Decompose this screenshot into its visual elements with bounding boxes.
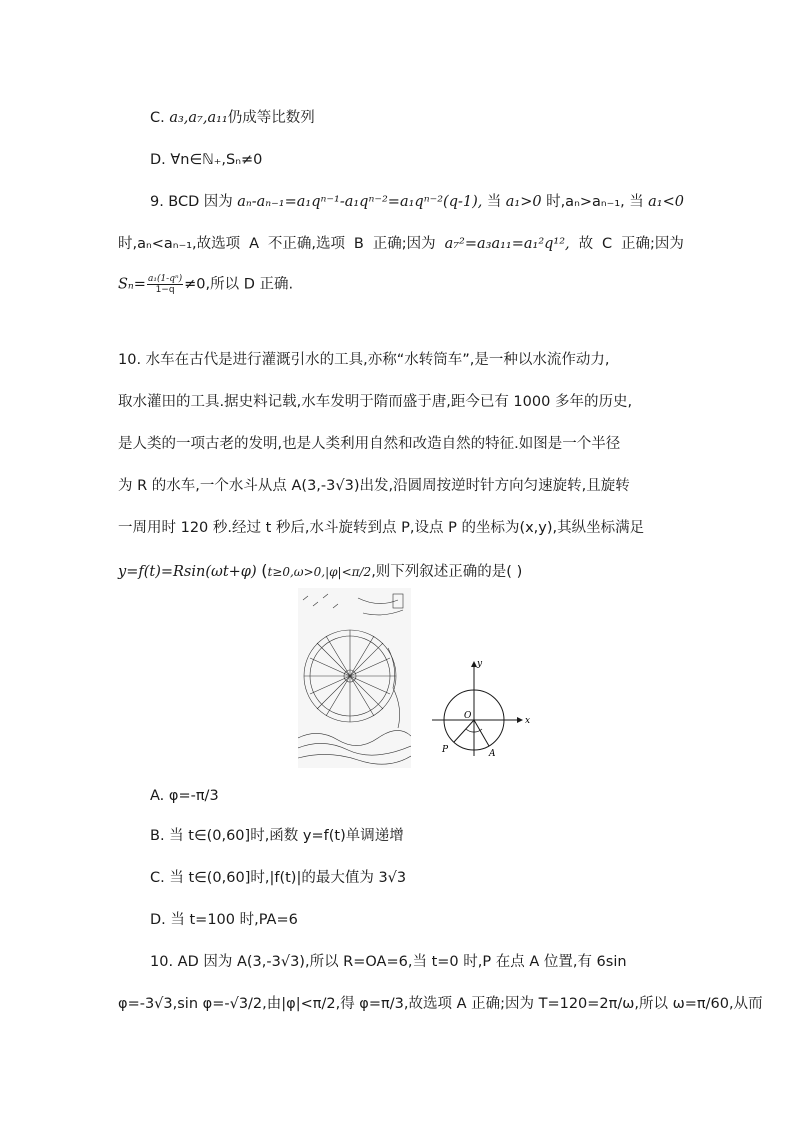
- q10-option-a: A. φ=-π/3: [150, 788, 219, 804]
- q10-option-d: D. 当 t=100 时,PA=6: [150, 912, 298, 928]
- question-10-line-5: 一周用时 120 秒.经过 t 秒后,水斗旋转到点 P,设点 P 的坐标为(x,y),其纵坐标满足: [118, 520, 645, 536]
- answer-9-line-3: Sₙ= $\frac{\text{a₁(1-qⁿ)}}{1-q}$ ≠0,所以 D 正确.: [118, 274, 294, 295]
- origin-label: O: [464, 711, 472, 721]
- sum-fraction: $\frac{\text{a₁(1-qⁿ)}}{1-q}$: [147, 274, 183, 295]
- answer-9-line-2: 时,aₙ<aₙ₋₁,故选项 A 不正确,选项 B 正确;因为 a₇²=a₃a₁₁=a₁²q¹², 故 C 正确;因为: [118, 236, 684, 252]
- question-10-line-3: 是人类的一项古老的发明,也是人类利用自然和改造自然的特征.如图是一个半径: [118, 436, 621, 452]
- point-p-label: P: [442, 745, 449, 755]
- q8-option-c: C. a₃,a₇,a₁₁仍成等比数列: [150, 110, 315, 126]
- axis-x-label: x: [525, 716, 531, 726]
- answer-10-line-2: φ=-3√3,sin φ=-√3/2,由|φ|<π/2,得 φ=π/3,故选项 A 正确;因为 T=120=2π/ω,所以 ω=π/60,从而: [118, 996, 763, 1012]
- q10-option-c: C. 当 t∈(0,60]时,|f(t)|的最大值为 3√3: [150, 870, 407, 886]
- question-10-line-2: 取水灌田的工具.据史料记载,水车发明于隋而盛于唐,距今已有 1000 多年的历史,: [118, 394, 633, 410]
- question-10-line-6: y=f(t)=Rsin(ωt+φ) (t≥0,ω>0,|φ|<π/2,则下列叙述正确的是( ): [118, 561, 523, 580]
- unit-circle-diagram: [430, 656, 534, 760]
- segment-oa: [474, 720, 489, 746]
- q8-option-d: D. ∀n∈ℕ₊,Sₙ≠0: [150, 152, 263, 168]
- point-a-label: A: [489, 749, 496, 759]
- question-10-line-4: 为 R 的水车,一个水斗从点 A(3,-3√3)出发,沿圆周按逆时针方向匀速旋转,且旋转: [118, 478, 630, 494]
- segment-op: [454, 720, 474, 742]
- question-10-line-1: 10. 水车在古代是进行灌溉引水的工具,亦称“水转筒车”,是一种以水流作动力,: [118, 352, 610, 368]
- water-wheel-illustration: [298, 588, 411, 768]
- q10-option-b: B. 当 t∈(0,60]时,函数 y=f(t)单调递增: [150, 828, 404, 844]
- axis-y-label: y: [477, 659, 483, 669]
- answer-10-line-1: 10. AD 因为 A(3,-3√3),所以 R=OA=6,当 t=0 时,P 在点 A 位置,有 6sin: [150, 954, 627, 970]
- answer-9-line-1: 9. BCD 因为 aₙ-aₙ₋₁=a₁qⁿ⁻¹-a₁qⁿ⁻²=a₁qⁿ⁻²(q-1), 当 a₁>0 时,aₙ>aₙ₋₁, 当 a₁<0: [150, 194, 684, 210]
